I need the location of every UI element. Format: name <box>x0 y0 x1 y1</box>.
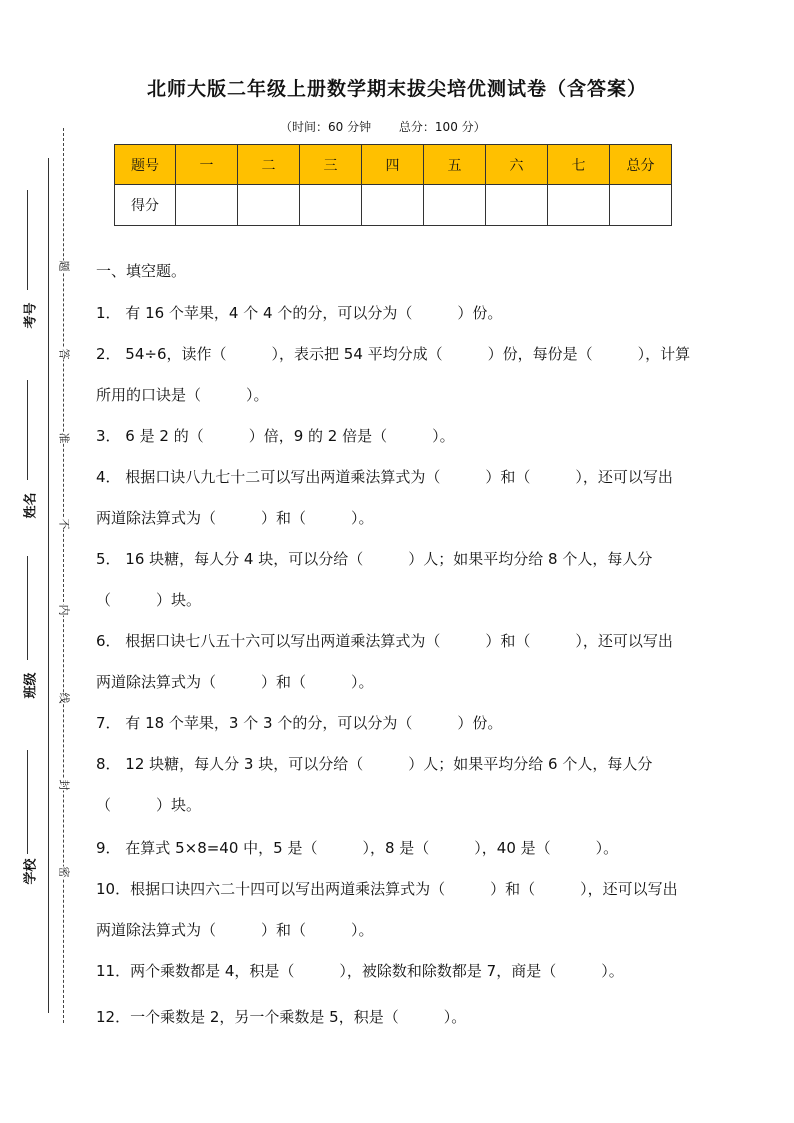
score-row-label: 得分 <box>115 185 176 226</box>
score-header-cell: 一 <box>176 145 238 185</box>
binding-margin-char: 答 <box>57 348 71 360</box>
exam-number-line <box>27 190 28 290</box>
question-line: 3． 6 是 2 的（ ）倍，9 的 2 倍是（ ）。 <box>96 427 455 445</box>
name-line <box>27 380 28 480</box>
section-title: 一、填空题。 <box>96 262 187 280</box>
school-label: 学校 <box>23 858 39 885</box>
exam-info <box>280 118 510 135</box>
question-line: 12．一个乘数是 2，另一个乘数是 5，积是（ ）。 <box>96 1008 467 1026</box>
score-table-row <box>115 185 672 226</box>
school-line <box>27 750 28 854</box>
binding-margin-char: 线 <box>57 692 71 704</box>
class-label: 班级 <box>23 672 39 699</box>
question-line: 6． 根据口诀七八五十六可以写出两道乘法算式为（ ）和（ ），还可以写出 <box>96 632 673 650</box>
score-cell[interactable] <box>300 185 362 226</box>
binding-margin-char: 准 <box>57 432 71 444</box>
score-header-cell: 六 <box>486 145 548 185</box>
question-line: （ ）块。 <box>96 796 202 814</box>
question-line: （ ）块。 <box>96 591 202 609</box>
score-header-cell: 题号 <box>115 145 176 185</box>
binding-margin-char: 内 <box>57 604 71 616</box>
score-cell[interactable] <box>610 185 672 226</box>
exam-total: 总分：100 分） <box>398 120 486 134</box>
score-header-cell: 五 <box>424 145 486 185</box>
score-header-cell: 四 <box>362 145 424 185</box>
question-line: 两道除法算式为（ ）和（ ）。 <box>96 921 374 939</box>
question-line: 1． 有 16 个苹果，4 个 4 个的分，可以分为（ ）份。 <box>96 304 503 322</box>
question-line: 两道除法算式为（ ）和（ ）。 <box>96 509 374 527</box>
question-line: 9． 在算式 5×8=40 中，5 是（ ），8 是（ ），40 是（ ）。 <box>96 839 619 857</box>
question-line: 11．两个乘数都是 4，积是（ ），被除数和除数都是 7，商是（ ）。 <box>96 962 624 980</box>
score-cell[interactable] <box>548 185 610 226</box>
score-cell[interactable] <box>238 185 300 226</box>
binding-margin-char: 密 <box>57 866 71 878</box>
score-header-cell: 总分 <box>610 145 672 185</box>
binding-margin-char: 封 <box>57 779 71 791</box>
score-header-cell: 二 <box>238 145 300 185</box>
question-line: 4． 根据口诀八九七十二可以写出两道乘法算式为（ ）和（ ），还可以写出 <box>96 468 673 486</box>
question-line: 所用的口诀是（ ）。 <box>96 386 269 404</box>
question-line: 10．根据口诀四六二十四可以写出两道乘法算式为（ ）和（ ），还可以写出 <box>96 880 678 898</box>
question-line: 8． 12 块糖，每人分 3 块，可以分给（ ）人；如果平均分给 6 个人，每人分 <box>96 755 653 773</box>
score-header-cell: 三 <box>300 145 362 185</box>
name-label: 姓名 <box>23 492 39 519</box>
question-line: 两道除法算式为（ ）和（ ）。 <box>96 673 374 691</box>
exam-number-label: 考号 <box>23 302 39 329</box>
score-table-header-row <box>115 145 672 185</box>
binding-margin-char: 题 <box>57 260 71 272</box>
binding-solid-line <box>48 158 49 1013</box>
score-cell[interactable] <box>486 185 548 226</box>
question-line: 5． 16 块糖，每人分 4 块，可以分给（ ）人；如果平均分给 8 个人，每人分 <box>96 550 653 568</box>
score-cell[interactable] <box>424 185 486 226</box>
page-title: 北师大版二年级上册数学期末拔尖培优测试卷（含答案） <box>146 78 647 100</box>
score-table <box>114 144 672 226</box>
question-line: 2． 54÷6，读作（ ），表示把 54 平均分成（ ）份，每份是（ ），计算 <box>96 345 691 363</box>
score-header-cell: 七 <box>548 145 610 185</box>
exam-time: （时间：60 分钟 <box>280 120 372 134</box>
score-cell[interactable] <box>176 185 238 226</box>
score-cell[interactable] <box>362 185 424 226</box>
binding-margin-char: 不 <box>57 518 71 530</box>
question-line: 7． 有 18 个苹果，3 个 3 个的分，可以分为（ ）份。 <box>96 714 503 732</box>
class-line <box>27 556 28 660</box>
